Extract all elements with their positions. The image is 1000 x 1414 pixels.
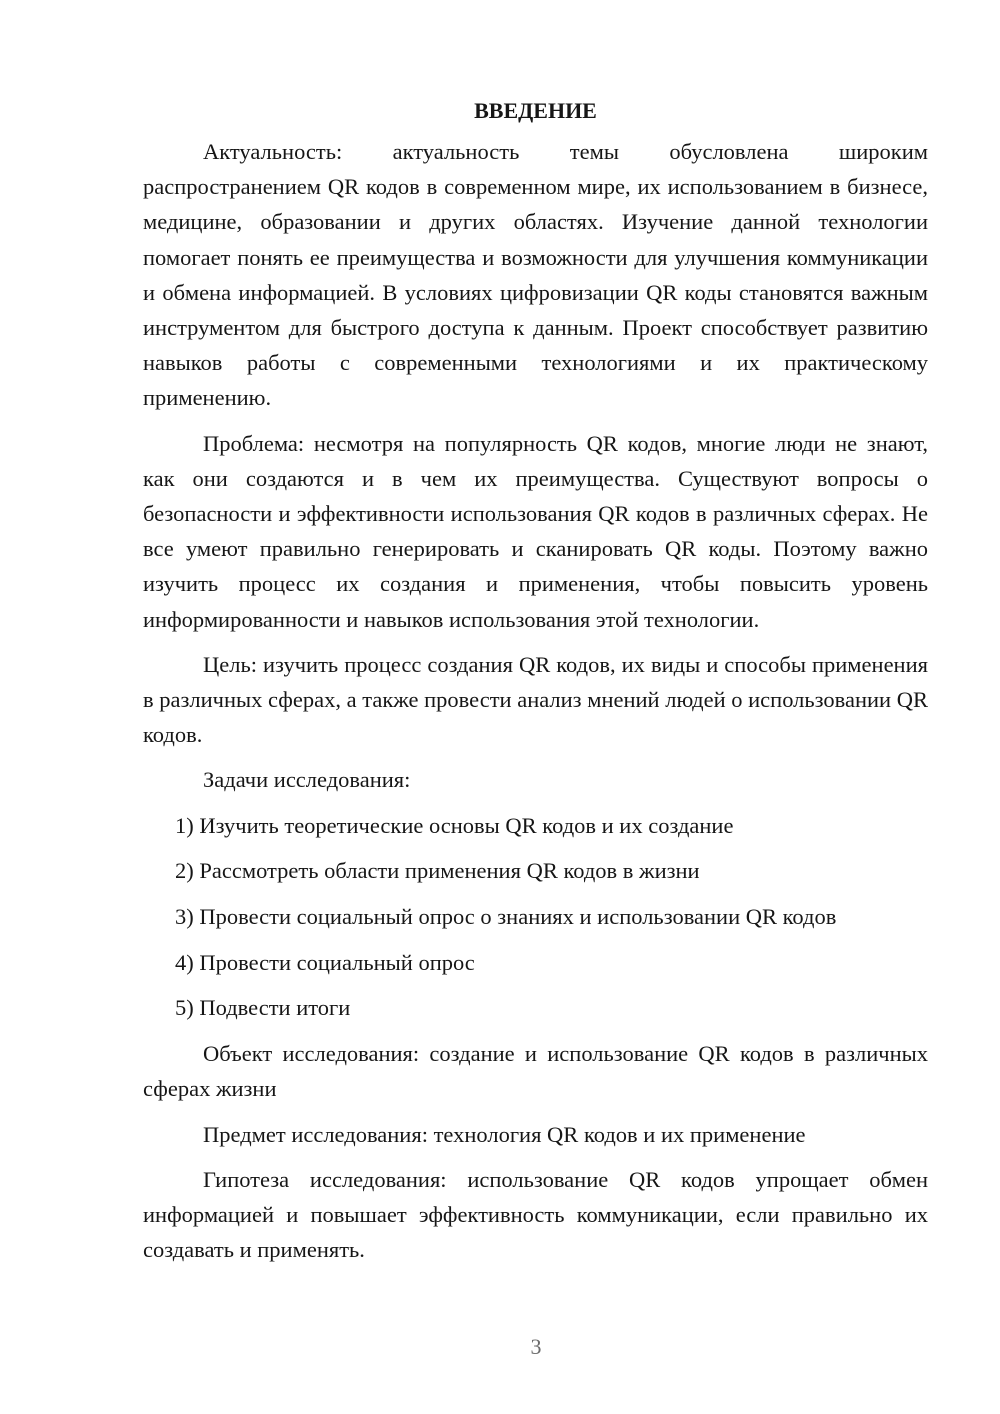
subject-paragraph: Предмет исследования: технология QR кодов и их применение [203,1121,806,1147]
list-item: 2) Рассмотреть области применения QR кодов в жизни [175,858,700,884]
object-paragraph: Объект исследования: создание и использование QR кодов в различных сферах жизни [143,1041,928,1102]
tasks-list [143,808,928,1026]
relevance-paragraph: Актуальность: актуальность темы обусловлена широким распространением QR кодов в современном мире, их использованием в бизнесе, медицине, образовании и других областях. Изучение данной технологии помогает понять ее преимущества и возможности для улучшения коммуникации и обмена информацией. В условиях цифровизации QR коды становятся важным инструментом для быстрого доступа к данным. Проект способствует развитию навыков работы с современными технологиями и их практическому применению. [143,139,928,411]
page-title: ВВЕДЕНИЕ [474,98,597,123]
list-item: 3) Провести социальный опрос о знаниях и использовании QR кодов [175,904,837,930]
page-number: 3 [530,1334,542,1359]
problem-paragraph: Проблема: несмотря на популярность QR кодов, многие люди не знают, как они создаются и в чем их преимущества. Существуют вопросы о безопасности и эффективности использования QR кодов в различных сферах. Не все умеют правильно генерировать и сканировать QR коды. Поэтому важно изучить процесс их создания и применения, чтобы повысить уровень информированности и навыков использования этой технологии. [143,430,928,632]
hypothesis-paragraph: Гипотеза исследования: использование QR кодов упрощает обмен информацией и повышает эффективность коммуникации, если правильно их создавать и применять. [143,1166,928,1263]
document-page [143,96,928,1277]
list-item: 5) Подвести итоги [175,995,351,1021]
tasks-heading: Задачи исследования: [203,767,411,793]
goal-paragraph: Цель: изучить процесс создания QR кодов, их виды и способы применения в различных сферах, а также провести анализ мнений людей о использовании QR кодов. [143,651,928,748]
list-item: 4) Провести социальный опрос [175,949,475,975]
list-item: 1) Изучить теоретические основы QR кодов и их создание [175,812,734,838]
